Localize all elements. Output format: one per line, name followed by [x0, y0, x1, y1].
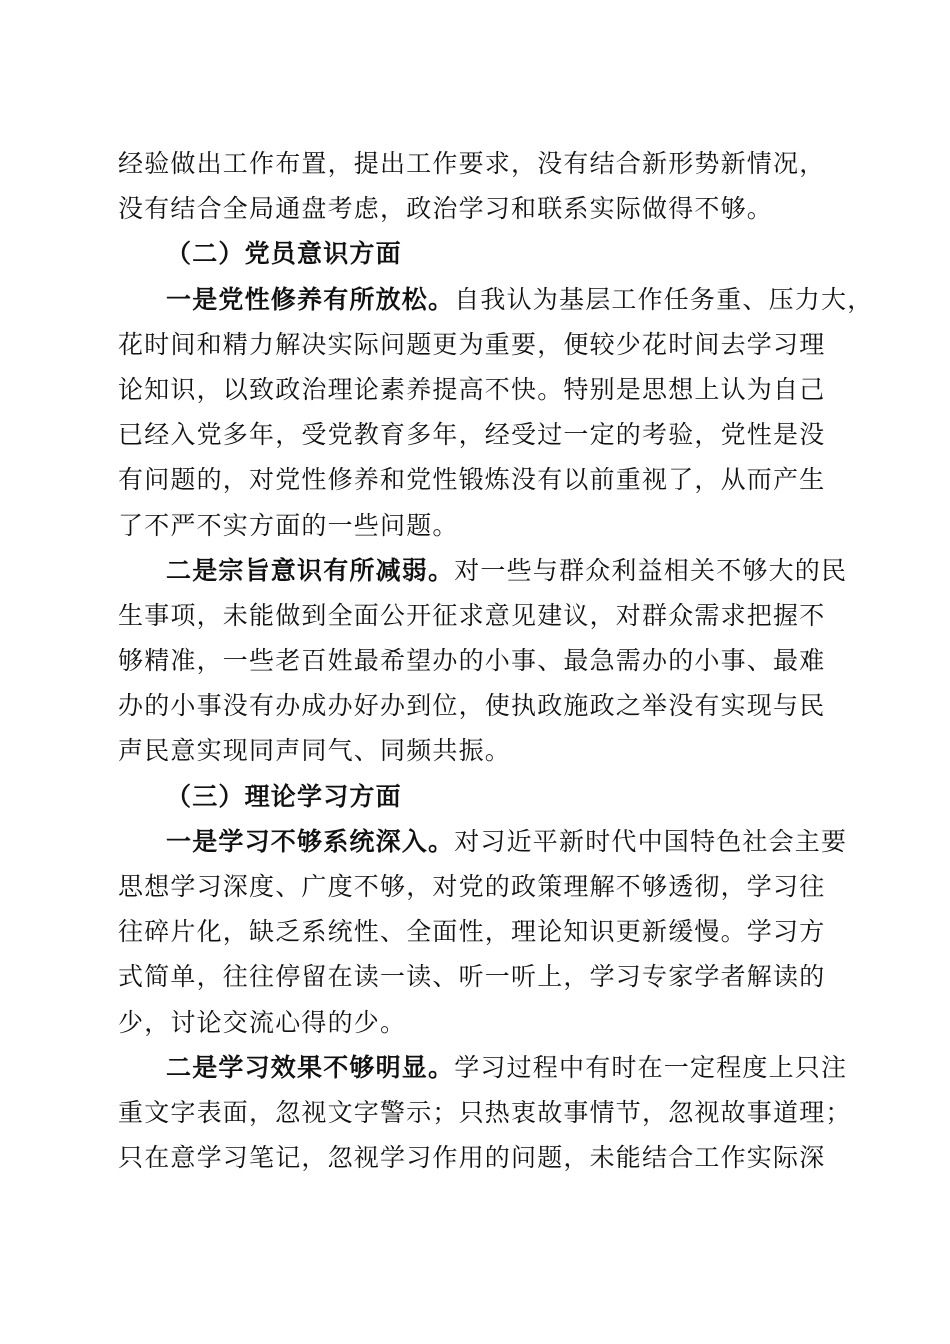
text-line: 生事项，未能做到全面公开征求意见建议，对群众需求把握不: [118, 600, 826, 630]
text-line: 有问题的，对党性修养和党性锻炼没有以前重视了，从而产生: [118, 465, 826, 495]
paragraph-lead: 二是学习效果不够明显。: [166, 1052, 455, 1082]
paragraph-study-depth: [118, 819, 848, 1045]
text-line: 少，讨论交流心得的少。: [118, 1007, 407, 1037]
text-line: 了不严不实方面的一些问题。: [118, 510, 459, 540]
paragraph-first-line: [118, 1045, 848, 1090]
text-line: 没有结合全局通盘考虑，政治学习和联系实际做得不够。: [118, 194, 774, 224]
text-line: 声民意实现同声同气、同频共振。: [118, 736, 512, 766]
intro-paragraph: [118, 141, 834, 231]
text-line: 经验做出工作布置，提出工作要求，没有结合新形势新情况，: [118, 149, 826, 178]
paragraph-purpose-awareness: [118, 548, 848, 774]
paragraph-first-line: [118, 548, 848, 593]
paragraph-study-effect: [118, 1045, 852, 1181]
paragraph-text: 对一些与群众利益相关不够大的民: [454, 555, 848, 585]
text-line: 办的小事没有办成办好办到位，使执政施政之举没有实现与民: [118, 691, 826, 721]
paragraph-text: 学习过程中有时在一定程度上只注: [454, 1052, 848, 1082]
text-line: 思想学习深度、广度不够，对党的政策理解不够透彻，学习往: [118, 872, 826, 901]
text-line: 式简单，往往停留在读一读、听一听上，学习专家学者解读的: [118, 962, 826, 992]
paragraph-first-line: [118, 819, 848, 864]
text-line: 往碎片化，缺乏系统性、全面性，理论知识更新缓慢。学习方: [118, 917, 826, 947]
section-heading-party-awareness: （二）党员意识方面: [166, 239, 402, 269]
paragraph-text: 自我认为基层工作任务重、压力大，: [454, 284, 874, 314]
text-line: 只在意学习笔记，忽视学习作用的问题，未能结合工作实际深: [118, 1143, 826, 1173]
section-heading-theory-study: （三）理论学习方面: [166, 781, 402, 811]
text-line: 论知识，以致政治理论素养提高不快。特别是思想上认为自己: [118, 374, 826, 404]
paragraph-first-line: [118, 277, 874, 322]
text-line: 花时间和精力解决实际问题更为重要，便较少花时间去学习理: [118, 329, 826, 359]
document-page: [118, 141, 874, 1180]
paragraph-lead: 二是宗旨意识有所减弱。: [166, 555, 455, 585]
paragraph-text: 对习近平新时代中国特色社会主要: [454, 826, 848, 856]
text-line: 已经入党多年，受党教育多年，经受过一定的考验，党性是没: [118, 420, 826, 450]
paragraph-party-spirit: [118, 277, 874, 548]
text-line: 重文字表面，忽视文字警示；只热衷故事情节，忽视故事道理；: [118, 1097, 852, 1127]
paragraph-lead: 一是学习不够系统深入。: [166, 826, 455, 856]
paragraph-lead: 一是党性修养有所放松。: [166, 284, 455, 314]
text-line: 够精准，一些老百姓最希望办的小事、最急需办的小事、最难: [118, 646, 826, 676]
